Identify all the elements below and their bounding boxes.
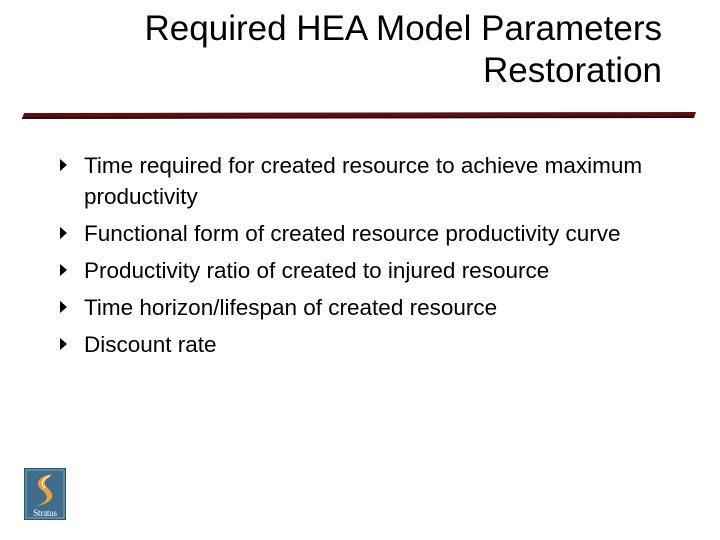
bullet-list bbox=[58, 150, 678, 366]
triangle-right-icon bbox=[60, 159, 67, 171]
title-divider bbox=[22, 110, 696, 120]
bullet-item bbox=[58, 292, 678, 323]
bullet-item bbox=[58, 218, 678, 249]
triangle-right-icon bbox=[60, 301, 67, 313]
title-line-1: Required HEA Model Parameters bbox=[144, 9, 662, 48]
bullet-text: Discount rate bbox=[84, 332, 217, 357]
bullet-text: Time horizon/lifespan of created resource bbox=[84, 295, 498, 320]
triangle-right-icon bbox=[60, 227, 67, 239]
bullet-text: Productivity ratio of created to injured resource bbox=[84, 258, 550, 283]
bullet-item bbox=[58, 150, 678, 212]
triangle-right-icon bbox=[60, 264, 67, 276]
triangle-right-icon bbox=[60, 338, 67, 350]
slide-title bbox=[42, 8, 662, 92]
bullet-text: Time required for created resource to achieve maximum productivity bbox=[84, 153, 643, 209]
bullet-item bbox=[58, 255, 678, 286]
bullet-text: Functional form of created resource productivity curve bbox=[84, 221, 621, 246]
title-line-2: Restoration bbox=[483, 51, 662, 90]
logo-text: Stratus bbox=[33, 508, 57, 518]
bullet-item bbox=[58, 329, 678, 360]
stratus-logo bbox=[24, 468, 66, 520]
